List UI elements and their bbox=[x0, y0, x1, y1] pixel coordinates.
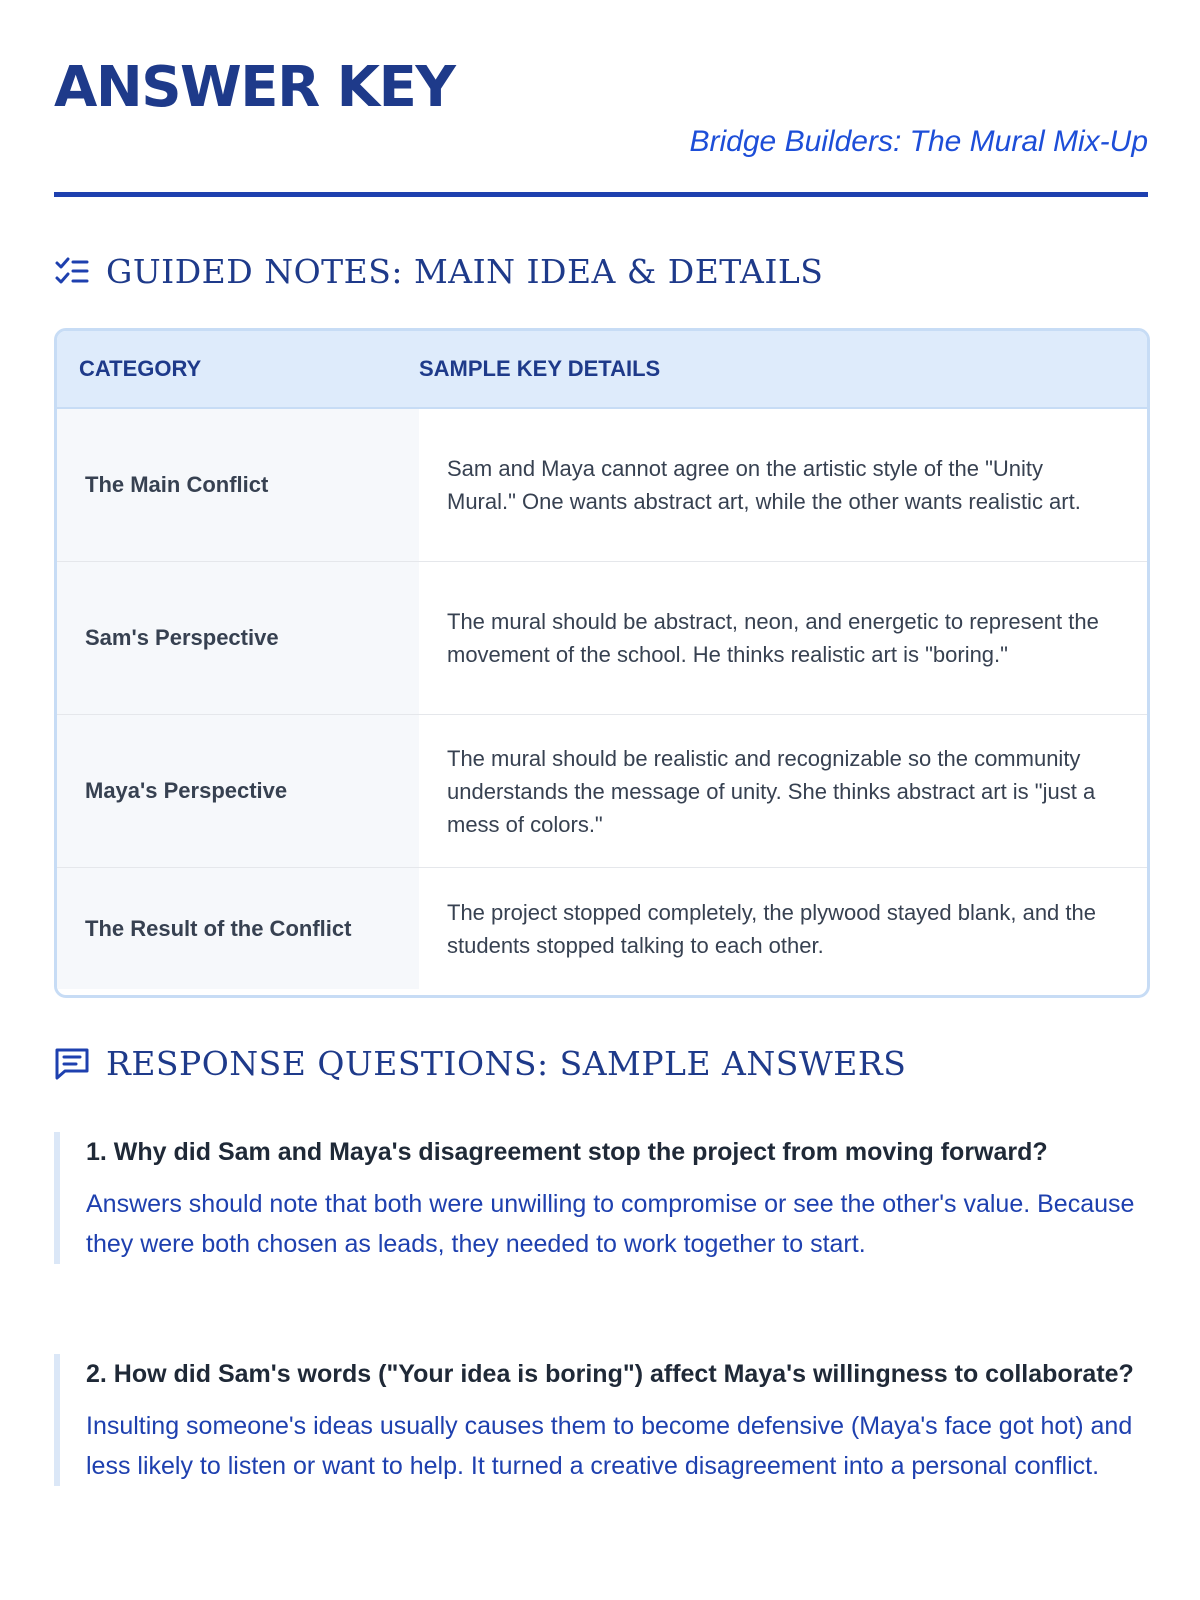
row-category: The Result of the Conflict bbox=[57, 868, 419, 989]
table-header bbox=[57, 331, 1147, 409]
row-details: The project stopped completely, the plywood stayed blank, and the students stopped talking to each other. bbox=[447, 899, 1096, 958]
column-header-details: SAMPLE KEY DETAILS bbox=[419, 356, 661, 381]
guided-notes-table bbox=[54, 328, 1150, 998]
answer-text: Insulting someone's ideas usually causes them to become defensive (Maya's face got hot) and less likely to listen or want to help. It turned a creative disagreement into a personal conflict. bbox=[86, 1412, 1133, 1480]
page-subtitle: Bridge Builders: The Mural Mix-Up bbox=[689, 125, 1148, 158]
question-text: 1. Why did Sam and Maya's disagreement stop the project from moving forward? bbox=[86, 1138, 1048, 1166]
response-questions-heading bbox=[54, 1044, 906, 1084]
row-details: The mural should be realistic and recognizable so the community understands the message of unity. She thinks abstract art is "just a mess of colors." bbox=[447, 745, 1096, 837]
answer-text: Answers should note that both were unwilling to compromise or see the other's value. Because they were both chosen as leads, they needed to work together to start. bbox=[86, 1190, 1135, 1258]
question-block bbox=[54, 1132, 1148, 1264]
column-header-category: CATEGORY bbox=[79, 356, 202, 381]
table-row bbox=[57, 562, 1147, 715]
question-block bbox=[54, 1354, 1148, 1486]
guided-notes-heading-text: GUIDED NOTES: MAIN IDEA & DETAILS bbox=[106, 252, 824, 291]
checklist-icon bbox=[54, 256, 90, 288]
guided-notes-heading bbox=[54, 252, 823, 292]
table-row bbox=[57, 715, 1147, 868]
row-category: Maya's Perspective bbox=[57, 715, 419, 867]
table-row bbox=[57, 868, 1147, 989]
question-text: 2. How did Sam's words ("Your idea is boring") affect Maya's willingness to collaborate? bbox=[86, 1360, 1134, 1388]
message-icon bbox=[54, 1047, 90, 1081]
header-divider bbox=[54, 192, 1148, 197]
row-category: The Main Conflict bbox=[57, 409, 419, 561]
table-row bbox=[57, 409, 1147, 562]
page-title: ANSWER KEY bbox=[54, 55, 455, 120]
row-details: The mural should be abstract, neon, and energetic to represent the movement of the school. He thinks realistic art is "boring." bbox=[447, 609, 1099, 667]
response-questions-heading-text: RESPONSE QUESTIONS: SAMPLE ANSWERS bbox=[106, 1044, 907, 1083]
row-category: Sam's Perspective bbox=[57, 562, 419, 714]
row-details: Sam and Maya cannot agree on the artistic style of the "Unity Mural." One wants abstract art, while the other wants realistic art. bbox=[447, 456, 1081, 514]
